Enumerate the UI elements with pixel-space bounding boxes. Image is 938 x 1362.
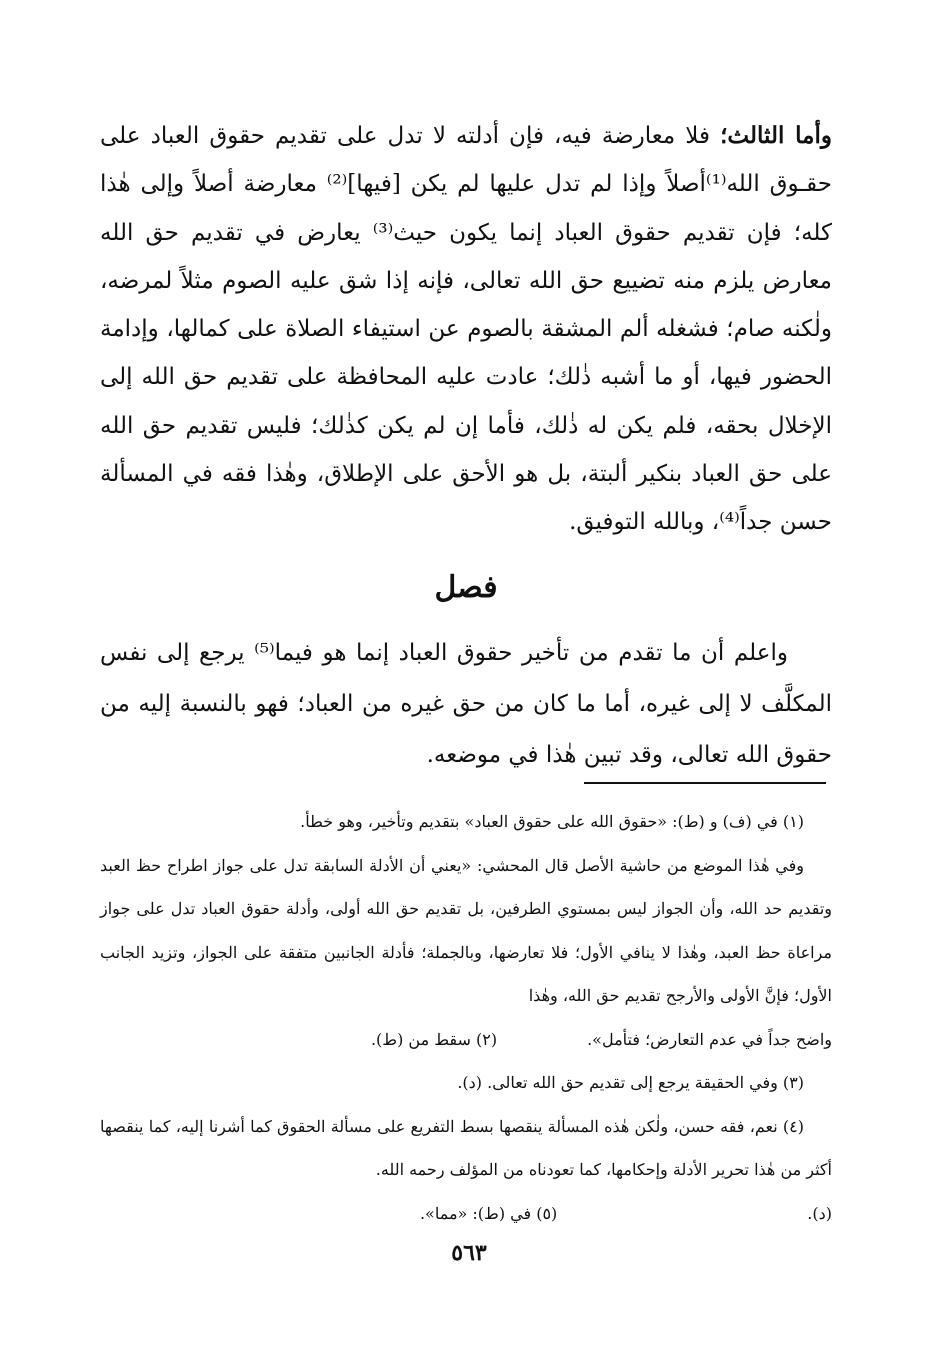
footnote-divider: [584, 782, 826, 784]
main-paragraph: [100, 112, 832, 547]
main-text-block: [100, 112, 832, 547]
footnote-row-4-5: [100, 1192, 832, 1236]
footnote-1-note: وفي هٰذا الموضع من حاشية الأصل قال المحشي: «يعني أن الأدلة السابقة تدل على جواز اطراح حظ العبد وتقديم حد الله، وأن الجواز ليس بمستوي الطرفين، بل تقديم حق الله أولى، وأدلة حقوق العباد تدل على جواز مراعاة حظ العبد، وهٰذا لا ينافي الأول؛ فلا تعارضها، وبالجملة؛ فأدلة الجانبين متفقة على الجواز، وتزيد الجانب الأول؛ فإنَّ الأولى والأرجح تقديم حق الله، وهٰذا: [100, 855, 832, 1005]
spacer: [557, 1192, 807, 1236]
footnote-1-last: واضح جداً في عدم التعارض؛ فتأمل».: [587, 1029, 832, 1049]
section-body: [100, 628, 832, 781]
footnotes: [100, 800, 832, 1235]
footnote-5: (٥) في (ط): «مما».: [419, 1203, 558, 1223]
spacer: [497, 1018, 587, 1062]
footnote-4-last: (د).: [807, 1203, 832, 1223]
footnote-2: (٢) سقط من (ط).: [370, 1029, 498, 1049]
paragraph-body: فلا معارضة فيه، فإن أدلته لا تدل على تقديم حقوق العباد على حقـوق الله⁽¹⁾أصلاً وإذا لم تدل عليها لم يكن [فيها]⁽²⁾ معارضة أصلاً وإلى هٰذا كله؛ فإن تقديم حقوق العباد إنما يكون حيث⁽³⁾ يعارض في تقديم حق الله معارض يلزم منه تضييع حق الله تعالى، فإنه إذا شق عليه الصوم مثلاً لمرضه، ولٰكنه صام؛ فشغله ألم المشقة بالصوم عن استيفاء الصلاة على كمالها، وإدامة الحضور فيها، أو ما أشبه ذٰلك؛ عادت عليه المحافظة على تقديم حق الله إلى الإخلال بحقه، فلم يكن له ذٰلك، فأما إن لم يكن كذٰلك؛ فليس تقديم حق الله على حق العباد بنكير ألبتة، بل هو الأحق على الإطلاق، وهٰذا فقه في المسألة حسن جداً⁽⁴⁾، وبالله التوفيق.: [100, 123, 833, 536]
paragraph-lead: وأما الثالث؛: [720, 122, 832, 149]
section-paragraph: واعلم أن ما تقدم من تأخير حقوق العباد إنما هو فيما⁽⁵⁾ يرجع إلى نفس المكلَّف لا إلى غيره، أما ما كان من حق غيره من العباد؛ فهو بالنسبة إليه من حقوق الله تعالى، وقد تبين هٰذا في موضعه.: [100, 640, 832, 768]
footnote-4: (٤) نعم، فقه حسن، ولٰكن هٰذه المسألة ينقصها بسط التفريع على مسألة الحقوق كما أشرنا إليه، كما ينقصها أكثر من هٰذا تحرير الأدلة وإحكامها، كما تعودناه من المؤلف رحمه الله.: [100, 1116, 832, 1179]
footnote-3: (٣) وفي الحقيقة يرجع إلى تقديم حق الله تعالى. (د).: [457, 1073, 804, 1092]
footnote-1: (١) في (ف) و (ط): «حقوق الله على حقوق العباد» بتقديم وتأخير، وهو خطأ.: [300, 812, 804, 831]
footnote-row-1-2: [100, 1018, 832, 1062]
page-number: ٥٦٣: [451, 1240, 487, 1266]
section-heading: فصل: [434, 570, 498, 605]
